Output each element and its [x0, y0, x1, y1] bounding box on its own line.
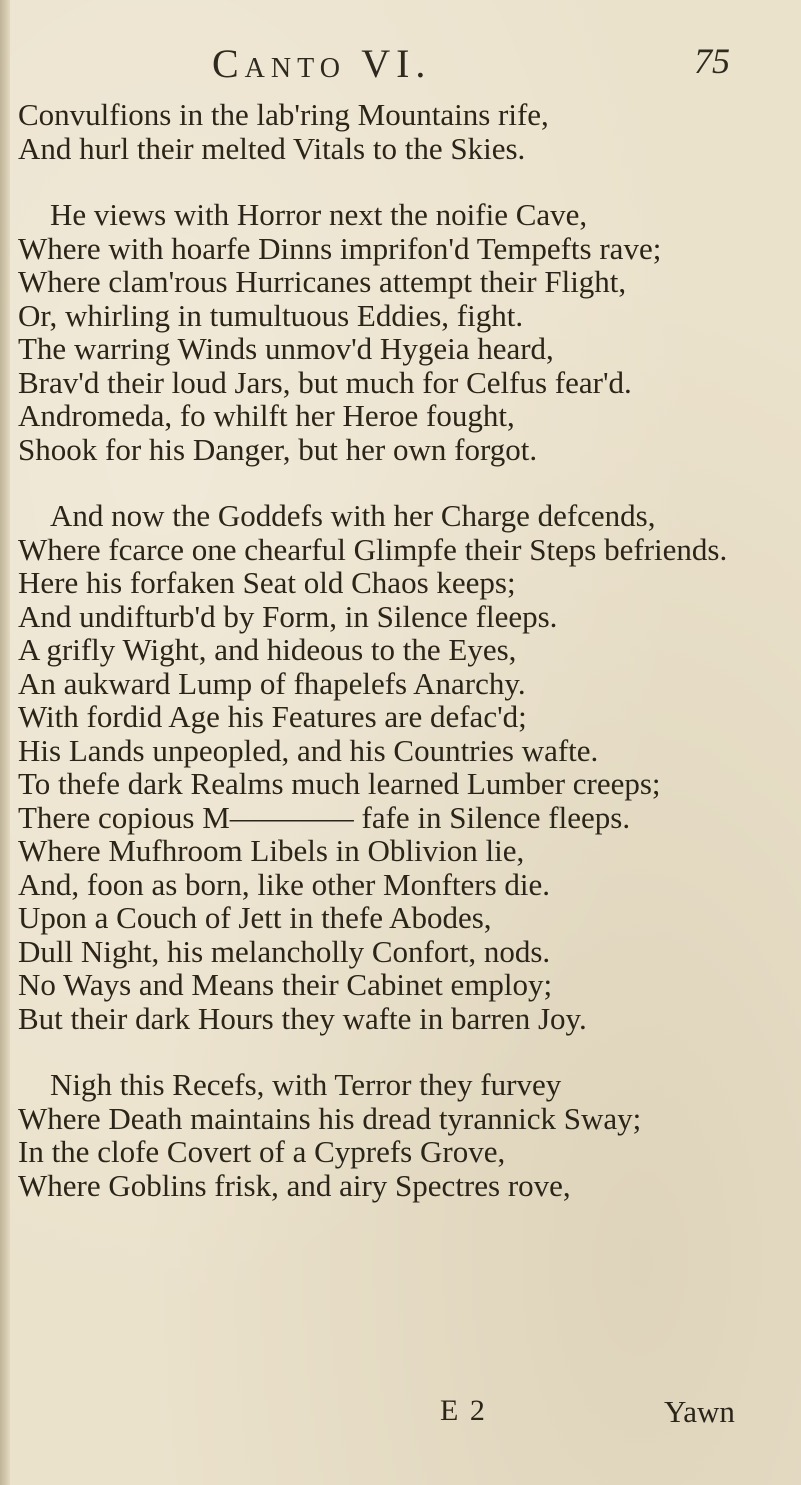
verse-line: In the clofe Covert of a Cyprefs Grove, [18, 1134, 506, 1169]
stanza [18, 98, 788, 165]
verse-line: Or, whirling in tumultuous Eddies, fight. [18, 297, 524, 333]
verse-line: Brav'd their loud Jars, but much for Celfus fear'd. [18, 364, 632, 400]
verse-line: Dull Night, his melancholly Confort, nods. [18, 933, 551, 969]
verse-line: An aukward Lump of fhapelefs Anarchy. [18, 665, 526, 701]
verse-line: Here his forfaken Seat old Chaos keeps; [18, 565, 516, 600]
catchword: Yawn [664, 1394, 735, 1429]
verse-line: Convulfions in the lab'ring Mountains rife, [18, 97, 549, 132]
verse-line: Where clam'rous Hurricanes attempt their Flight, [18, 264, 627, 299]
verse-line: The warring Winds unmov'd Hygeia heard, [18, 331, 554, 366]
stanza [18, 198, 788, 466]
verse-line: Where Goblins frisk, and airy Spectres rove, [18, 1167, 571, 1203]
stanza [18, 499, 788, 1035]
signature-mark: E 2 [440, 1394, 487, 1427]
verse-line: Shook for his Danger, but her own forgot. [18, 431, 538, 467]
verse-line: Nigh this Recefs, with Terror they furvey [50, 1067, 562, 1102]
verse-line: To thefe dark Realms much learned Lumber creeps; [18, 766, 661, 801]
verse-line: And hurl their melted Vitals to the Skies. [18, 130, 526, 166]
page-number: 75 [694, 41, 730, 81]
verse-line: Where Death maintains his dread tyrannick Sway; [18, 1100, 642, 1136]
verse-line: Where fcarce one chearful Glimpfe their Steps befriends. [18, 531, 728, 567]
verse-line: And undifturb'd by Form, in Silence fleeps. [18, 598, 558, 634]
verse-line: And now the Goddefs with her Charge defcends, [50, 498, 656, 533]
verse-line: His Lands unpeopled, and his Countries wafte. [18, 732, 599, 768]
binding-gutter [0, 0, 10, 1485]
verse-line: Andromeda, fo whilft her Heroe fought, [18, 398, 515, 433]
verse-line: He views with Horror next the noifie Cave, [50, 197, 588, 232]
verse-line: Where Mufhroom Libels in Oblivion lie, [18, 833, 525, 868]
verse-line: No Ways and Means their Cabinet employ; [18, 967, 553, 1002]
page-footer [0, 1394, 801, 1434]
poem-text [18, 98, 788, 1235]
verse-line: A grifly Wight, and hideous to the Eyes, [18, 632, 517, 667]
page-header [0, 40, 801, 100]
verse-line: There copious M———— fafe in Silence fleeps. [18, 799, 631, 835]
stanza [18, 1068, 788, 1202]
verse-line: Where with hoarfe Dinns imprifon'd Tempefts rave; [18, 230, 662, 266]
verse-line: With fordid Age his Features are defac'd; [18, 699, 527, 734]
verse-line: Upon a Couch of Jett in thefe Abodes, [18, 900, 492, 935]
verse-line: And, foon as born, like other Monfters die. [18, 866, 551, 902]
verse-line: But their dark Hours they wafte in barren Joy. [18, 1000, 587, 1036]
running-head: Canto VI. [212, 41, 432, 86]
